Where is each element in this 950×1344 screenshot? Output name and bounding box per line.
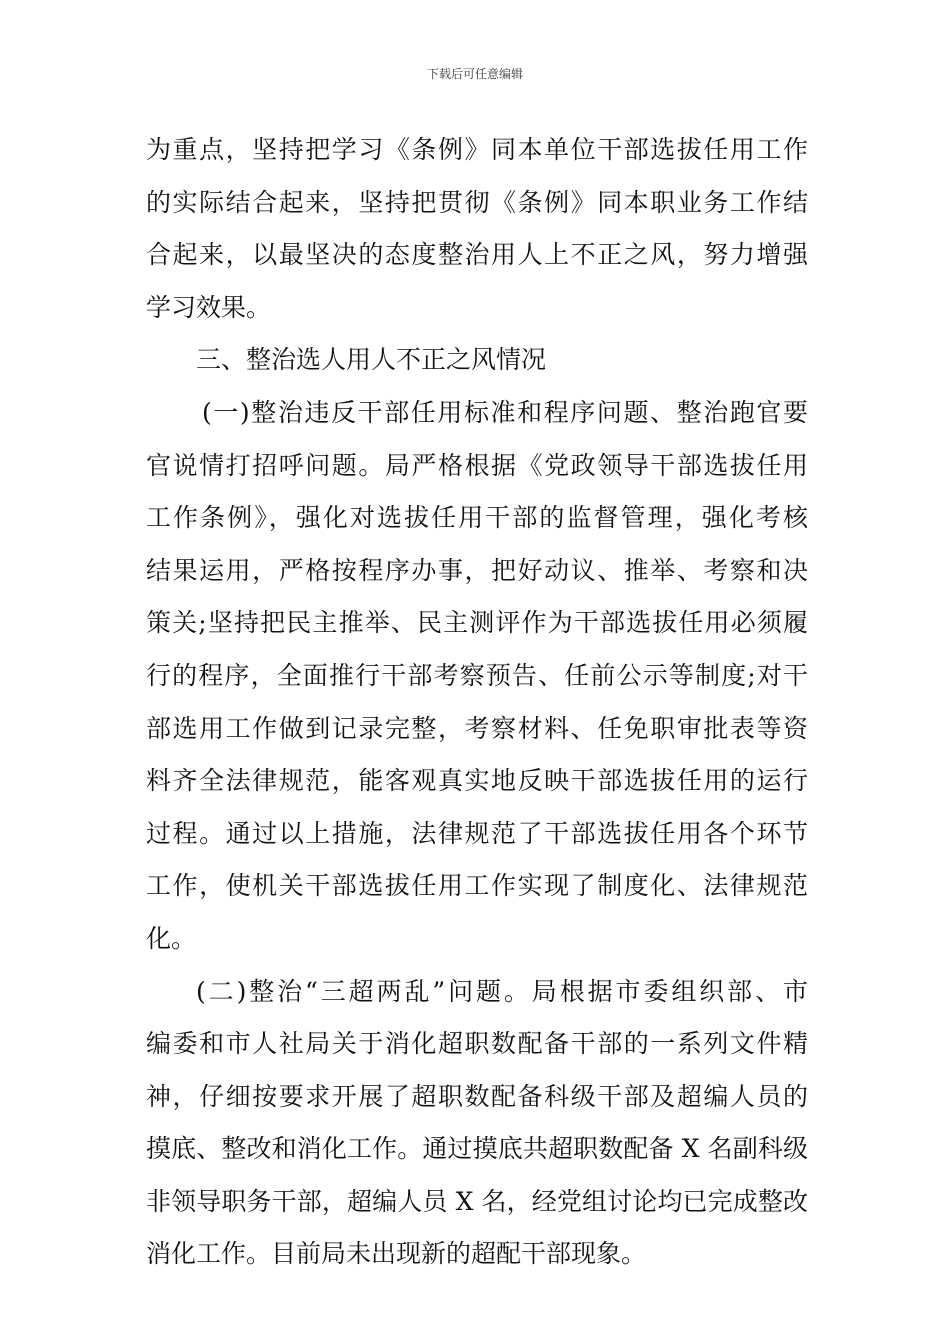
text-line: 工作条例》，强化对选拔任用干部的监督管理，强化考核 bbox=[146, 503, 808, 533]
text-line: 神，仔细按要求开展了超职数配备科级干部及超编人员的 bbox=[146, 1081, 808, 1111]
text-line: 料齐全法律规范，能客观真实地反映干部选拔任用的运行 bbox=[146, 766, 808, 796]
text-line: 合起来，以最坚决的态度整治用人上不正之风，努力增强 bbox=[146, 240, 808, 270]
text-line: 为重点，坚持把学习《条例》同本单位干部选拔任用工作 bbox=[146, 135, 808, 164]
text-line: 化。 bbox=[146, 923, 197, 953]
text-line: 摸底、整改和消化工作。通过摸底共超职数配备 X 名副科级 bbox=[146, 1134, 808, 1164]
text-line: 非领导职务干部，超编人员 X 名，经党组讨论均已完成整改 bbox=[146, 1186, 808, 1216]
paragraph bbox=[146, 387, 808, 966]
paragraph bbox=[146, 966, 808, 1282]
text-line: 工作，使机关干部选拔任用工作实现了制度化、法律规范 bbox=[146, 871, 808, 901]
text-line: 策关;坚持把民主推举、民主测评作为干部选拔任用必须履 bbox=[146, 608, 808, 638]
document-body bbox=[146, 124, 808, 1281]
section-heading bbox=[146, 334, 808, 387]
text-line: 行的程序，全面推行干部考察预告、任前公示等制度;对干 bbox=[146, 660, 808, 690]
text-line: 官说情打招呼问题。局严格根据《党政领导干部选拔任用 bbox=[146, 450, 808, 480]
text-line: 结果运用，严格按程序办事，把好动议、推举、考察和决 bbox=[146, 555, 808, 585]
page-header: 下载后可任意编辑 bbox=[426, 67, 523, 81]
text-line: 学习效果。 bbox=[146, 292, 272, 322]
text-line: 的实际结合起来，坚持把贯彻《条例》同本职业务工作结 bbox=[146, 187, 808, 217]
paragraph bbox=[146, 124, 808, 334]
text-line: 消化工作。目前局未出现新的超配干部现象。 bbox=[146, 1239, 647, 1269]
text-line: 编委和市人社局关于消化超职数配备干部的一系列文件精 bbox=[146, 1029, 808, 1059]
text-line: (二)整治“三超两乱”问题。局根据市委组织部、市 bbox=[196, 976, 808, 1006]
text-line: 三、整治选人用人不正之风情况 bbox=[196, 345, 547, 375]
text-line: 部选用工作做到记录完整，考察材料、任免职审批表等资 bbox=[146, 713, 808, 743]
text-line: 过程。通过以上措施，法律规范了干部选拔任用各个环节 bbox=[146, 818, 808, 848]
text-line: (一)整治违反干部任用标准和程序问题、整治跑官要 bbox=[202, 397, 808, 427]
